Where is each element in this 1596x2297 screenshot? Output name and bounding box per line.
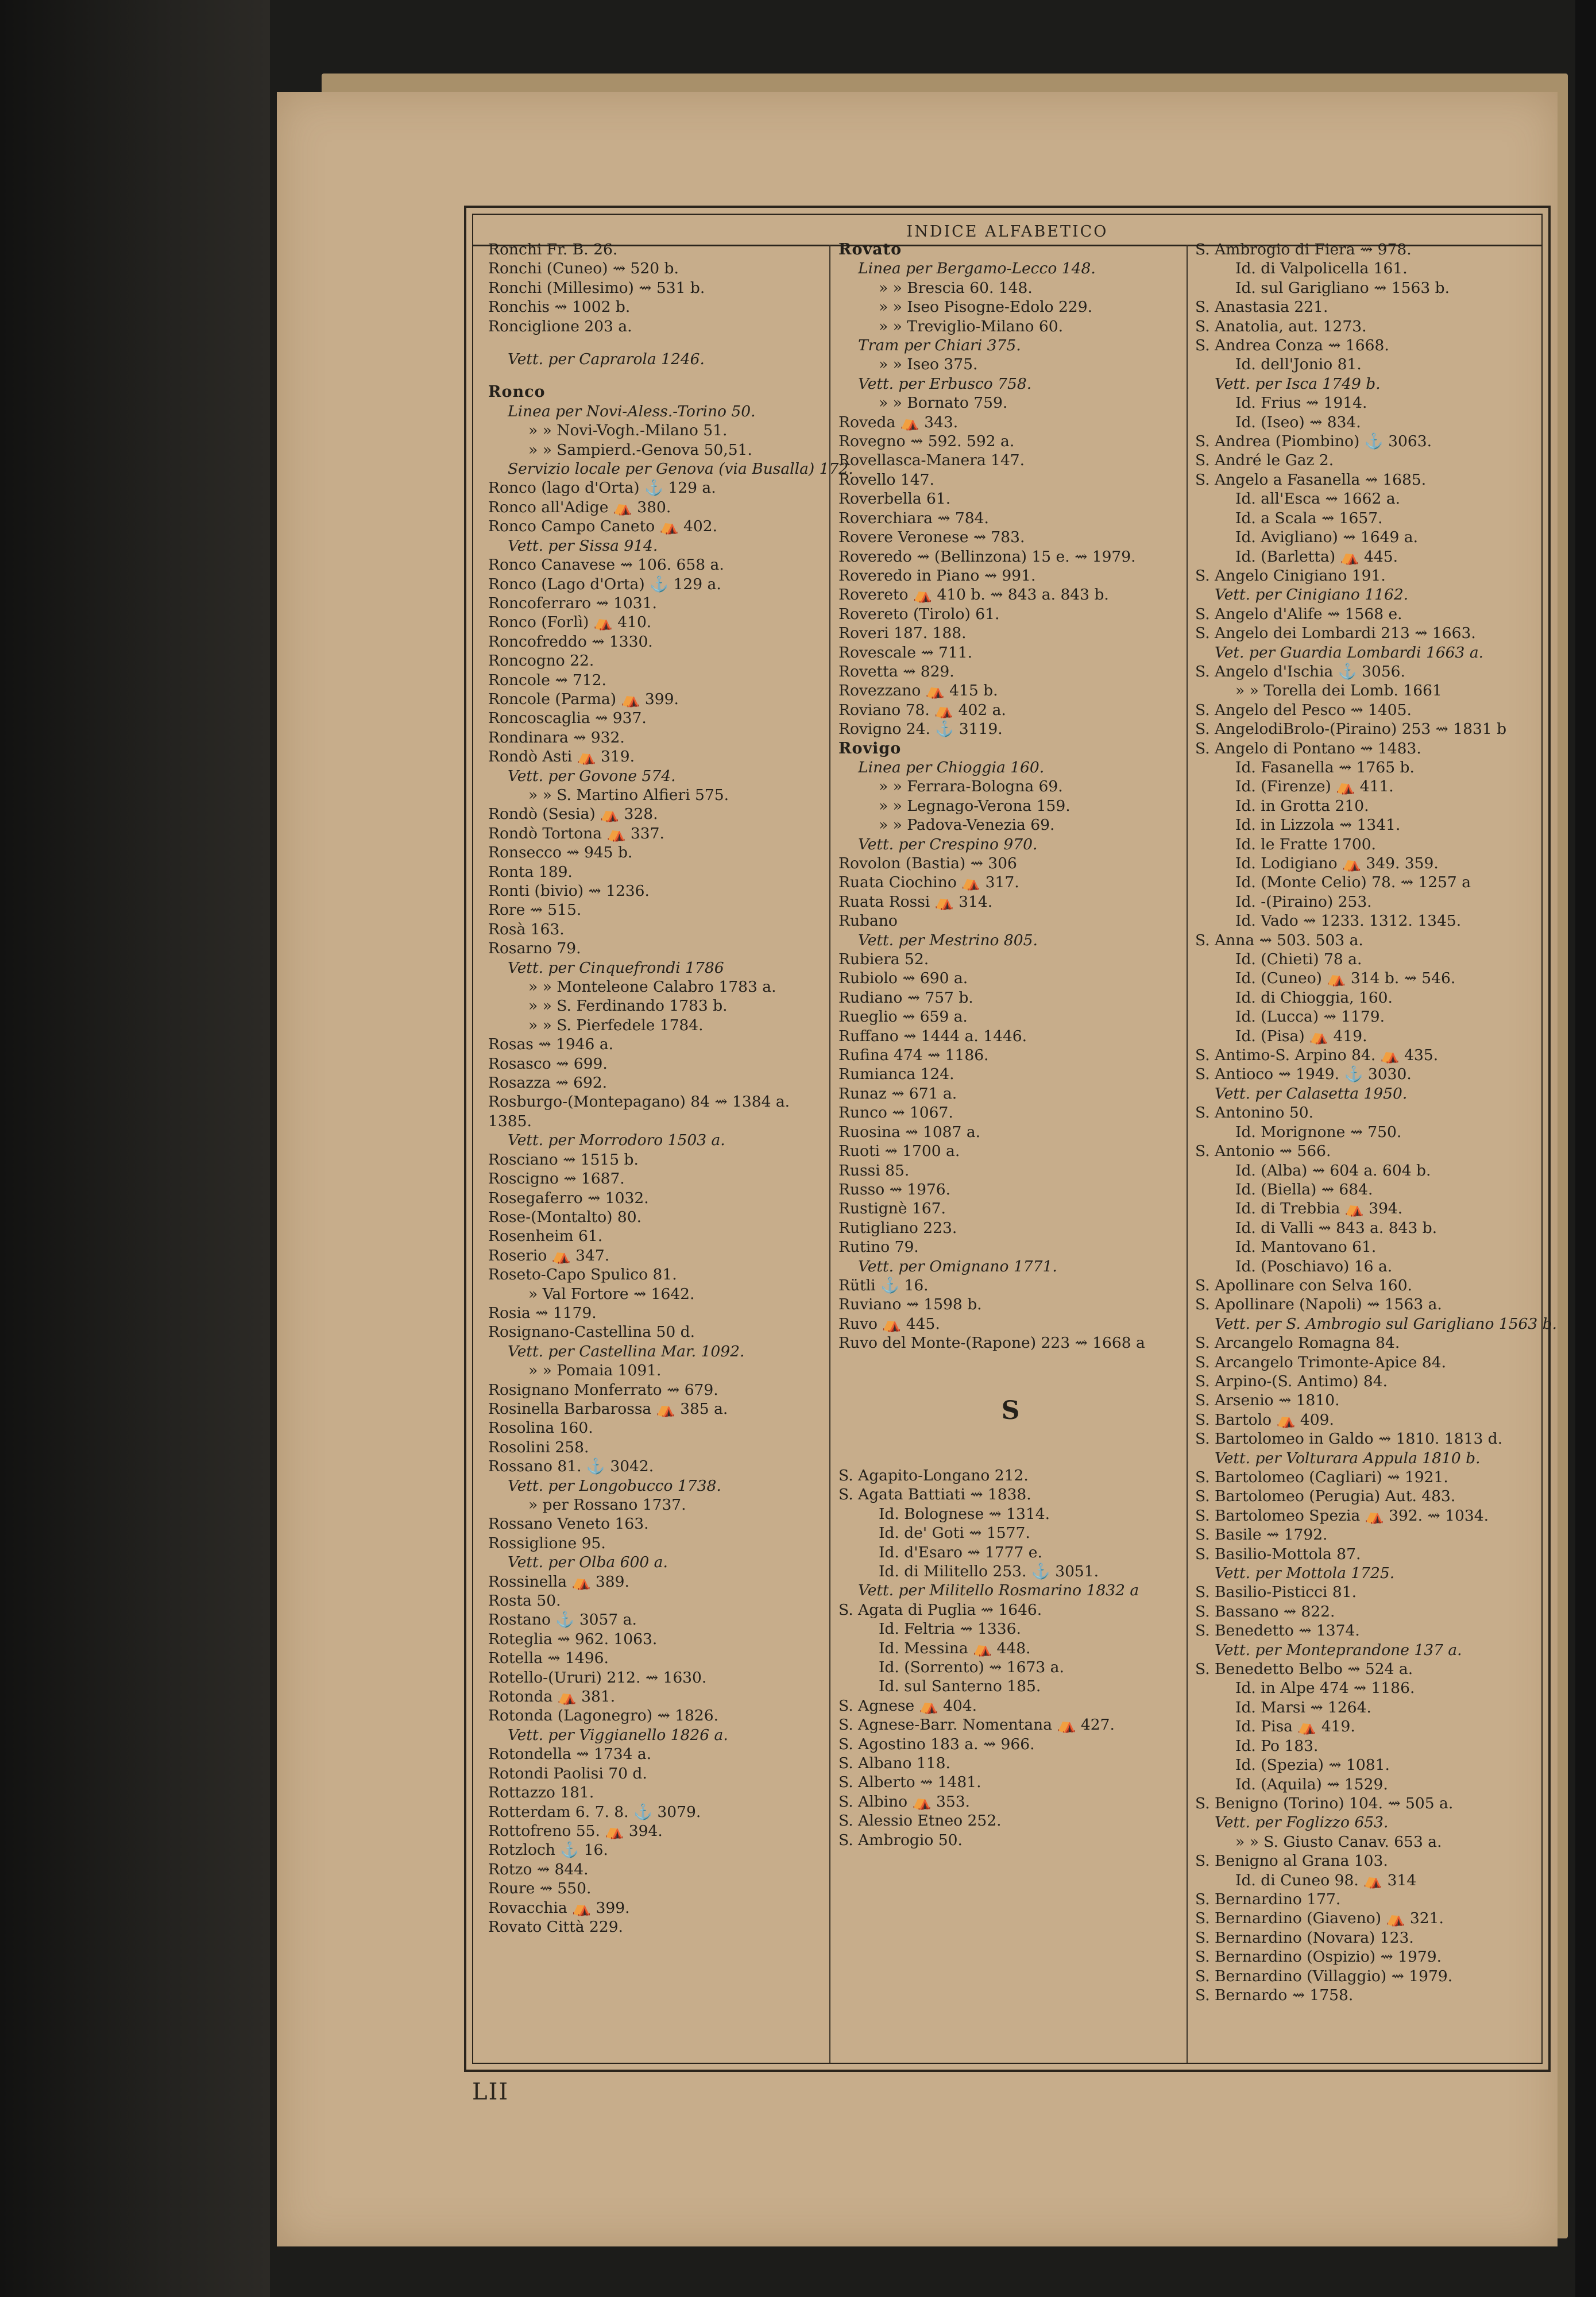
index-entry: Roure ⇝ 550. [488, 1880, 592, 1898]
index-entry: S. Bartolo ⛺ 409. [1195, 1410, 1334, 1429]
index-entry: Rovere Veronese ⇝ 783. [838, 528, 1025, 547]
index-entry: Rovereto (Tirolo) 61. [838, 605, 1000, 623]
index-entry: Id. Frius ⇝ 1914. [1235, 394, 1367, 412]
index-entry: Id. Vado ⇝ 1233. 1312. 1345. [1235, 912, 1462, 930]
index-entry: Rovegno ⇝ 592. 592 a. [838, 432, 1015, 451]
index-entry: Rosarno 79. [488, 939, 581, 958]
index-column-1 [488, 240, 853, 1936]
index-entry: Vett. per S. Ambrogio sul Garigliano 1563 b. [1215, 1314, 1558, 1333]
index-entry: Vett. per Crespino 970. [858, 835, 1038, 853]
index-entry: S. Angelo di Pontano ⇝ 1483. [1195, 739, 1421, 757]
section-heading: Rovato [838, 241, 902, 258]
index-entry: Rotzo ⇝ 844. [488, 1860, 589, 1878]
index-entry: Roncofreddo ⇝ 1330. [488, 632, 653, 651]
index-entry: S. Apollinare (Napoli) ⇝ 1563 a. [1195, 1296, 1442, 1314]
index-entry: S. Agapito-Longano 212. [838, 1466, 1029, 1484]
index-entry: S. Antioco ⇝ 1949. ⚓ 3030. [1195, 1065, 1412, 1084]
index-entry: Roveda ⛺ 343. [838, 413, 959, 431]
index-entry: S. Basilio-Pisticci 81. [1195, 1583, 1357, 1602]
index-entry: Id. (Alba) ⇝ 604 a. 604 b. [1235, 1161, 1431, 1180]
index-entry: » » Treviglio-Milano 60. [879, 317, 1064, 335]
index-entry: Rutino 79. [838, 1238, 919, 1256]
index-entry: Rosas ⇝ 1946 a. [488, 1035, 614, 1054]
index-entry: Id. Feltria ⇝ 1336. [879, 1620, 1021, 1638]
index-entry: Roteglia ⇝ 962. 1063. [488, 1630, 658, 1648]
index-entry: Vett. per Monteprandone 137 a. [1215, 1641, 1462, 1659]
index-entry: Vett. per Omignano 1771. [858, 1257, 1057, 1275]
index-entry: Id. Marsi ⇝ 1264. [1235, 1698, 1371, 1716]
index-entry: S. Anna ⇝ 503. 503 a. [1195, 931, 1363, 949]
index-entry: S. Basile ⇝ 1792. [1195, 1526, 1328, 1544]
index-entry: Id. (Cuneo) ⛺ 314 b. ⇝ 546. [1235, 969, 1456, 988]
index-entry: Rondò Asti ⛺ 319. [488, 748, 635, 766]
index-entry: Id. Morignone ⇝ 750. [1235, 1123, 1402, 1141]
index-entry: S. Albino ⛺ 353. [838, 1792, 970, 1811]
index-entry: S. Alberto ⇝ 1481. [838, 1773, 981, 1792]
index-entry: Ronco (Forlì) ⛺ 410. [488, 613, 652, 632]
index-entry: Id. Bolognese ⇝ 1314. [879, 1505, 1050, 1523]
column-divider [1187, 245, 1188, 2063]
index-entry: Rotzloch ⚓ 16. [488, 1841, 608, 1859]
index-entry: Rondò (Sesia) ⛺ 328. [488, 805, 658, 823]
index-entry: » » Sampierd.-Genova 50,51. [528, 440, 752, 459]
index-entry: Id. Po 183. [1235, 1737, 1319, 1755]
index-entry: Rueglio ⇝ 659 a. [838, 1008, 968, 1026]
index-entry: S. Anastasia 221. [1195, 298, 1328, 316]
index-entry: Rosinella Barbarossa ⛺ 385 a. [488, 1399, 728, 1418]
index-entry: Ronco Campo Caneto ⛺ 402. [488, 517, 718, 536]
index-entry: S. Angelo dei Lombardi 213 ⇝ 1663. [1195, 624, 1476, 643]
index-entry: Ronco Canavese ⇝ 106. 658 a. [488, 556, 724, 574]
index-entry: Id. (Monte Celio) 78. ⇝ 1257 a [1235, 873, 1471, 892]
index-entry: Id. Lodigiano ⛺ 349. 359. [1235, 854, 1439, 872]
index-entry: Rosasco ⇝ 699. [488, 1054, 608, 1073]
index-entry: Vett. per Foglizzo 653. [1215, 1813, 1389, 1832]
index-entry: S. Angelo d'Alife ⇝ 1568 e. [1195, 605, 1402, 623]
index-entry: S. Bartolomeo (Perugia) Aut. 483. [1195, 1487, 1456, 1506]
index-entry: Id. Avigliano) ⇝ 1649 a. [1235, 528, 1418, 547]
index-entry: Rotterdam 6. 7. 8. ⚓ 3079. [488, 1803, 701, 1821]
index-entry: Rosburgo-(Montepagano) 84 ⇝ 1384 a. [488, 1093, 790, 1111]
index-entry: » » Torella dei Lomb. 1661 [1235, 682, 1442, 700]
index-entry: » » Legnago-Verona 159. [879, 796, 1071, 815]
index-entry: Rütli ⚓ 16. [838, 1276, 929, 1294]
index-entry: Rotondella ⇝ 1734 a. [488, 1745, 652, 1764]
index-entry: Id. di Valli ⇝ 843 a. 843 b. [1235, 1219, 1437, 1237]
index-entry: Id. (Lucca) ⇝ 1179. [1235, 1008, 1385, 1026]
index-entry: Roverbella 61. [838, 490, 951, 508]
index-entry: » » Iseo 375. [879, 355, 978, 374]
index-entry: S. Angelo del Pesco ⇝ 1405. [1195, 701, 1412, 719]
index-entry: Ruoti ⇝ 1700 a. [838, 1142, 960, 1161]
index-entry: Vett. per Mestrino 805. [858, 931, 1038, 949]
index-entry: Ronsecco ⇝ 945 b. [488, 844, 633, 862]
index-entry: Linea per Novi-Aless.-Torino 50. [508, 402, 756, 420]
index-entry: Roveredo in Piano ⇝ 991. [838, 566, 1036, 585]
index-entry: S. Andrea (Piombino) ⚓ 3063. [1195, 432, 1432, 451]
index-entry: S. Bernardino (Giaveno) ⛺ 321. [1195, 1909, 1444, 1928]
index-entry: Roncole ⇝ 712. [488, 671, 606, 689]
index-entry: Id. (Chieti) 78 a. [1235, 950, 1362, 969]
index-entry: » Val Fortore ⇝ 1642. [528, 1285, 695, 1303]
index-entry: Russi 85. [838, 1161, 910, 1180]
index-entry: S. Angelo d'Ischia ⚓ 3056. [1195, 662, 1405, 680]
index-entry: Vett. per Govone 574. [508, 767, 676, 785]
index-entry: » per Rossano 1737. [528, 1496, 686, 1514]
index-entry: Id. (Spezia) ⇝ 1081. [1235, 1756, 1390, 1774]
index-entry: Vet. per Guardia Lombardi 1663 a. [1215, 643, 1484, 662]
index-entry: Ronchi (Millesimo) ⇝ 531 b. [488, 279, 705, 297]
index-entry: Rubiolo ⇝ 690 a. [838, 969, 968, 988]
index-entry: Rovescale ⇝ 711. [838, 643, 973, 662]
index-entry: Ruffano ⇝ 1444 a. 1446. [838, 1027, 1027, 1045]
index-entry: Id. (Firenze) ⛺ 411. [1235, 778, 1394, 796]
index-entry: S. Bassano ⇝ 822. [1195, 1602, 1335, 1621]
index-entry: Rottazzo 181. [488, 1784, 594, 1802]
index-entry: Rosia ⇝ 1179. [488, 1304, 597, 1322]
index-entry: » » S. Pierfedele 1784. [528, 1016, 704, 1034]
index-entry: S. Andrea Conza ⇝ 1668. [1195, 337, 1389, 355]
index-entry: S. Bernardino (Ospizio) ⇝ 1979. [1195, 1948, 1442, 1966]
index-entry: Rotondi Paolisi 70 d. [488, 1764, 647, 1782]
column-divider [829, 245, 830, 2063]
index-entry: Rovato Città 229. [488, 1917, 623, 1936]
index-entry: » » Novi-Vogh.-Milano 51. [528, 421, 728, 440]
index-entry: Rossano 81. ⚓ 3042. [488, 1457, 654, 1476]
index-entry: S. Angelo a Fasanella ⇝ 1685. [1195, 470, 1427, 489]
index-entry: Runaz ⇝ 671 a. [838, 1084, 957, 1103]
index-entry: Id. dell'Jonio 81. [1235, 355, 1362, 374]
index-entry: Rosà 163. [488, 920, 565, 938]
index-entry: Ronchi Fr. B. 26. [488, 241, 618, 258]
index-entry: S. Antonio ⇝ 566. [1195, 1142, 1331, 1161]
index-entry: Id. le Fratte 1700. [1235, 835, 1376, 853]
index-entry: Roserio ⛺ 347. [488, 1246, 610, 1264]
spacer [488, 336, 816, 350]
index-entry: Rubano [838, 912, 898, 930]
section-heading: Rovigo [838, 739, 902, 757]
index-frame [464, 206, 1558, 2072]
index-entry: Servizio locale per Genova (via Busalla) 172. [508, 460, 853, 478]
index-entry: » » S. Ferdinando 1783 b. [528, 997, 728, 1015]
index-entry: Vett. per Castellina Mar. 1092. [508, 1342, 745, 1360]
index-column-3 [1195, 240, 1558, 2005]
index-entry: Roncoscaglia ⇝ 937. [488, 709, 647, 728]
index-entry: Rotello-(Ururi) 212. ⇝ 1630. [488, 1668, 707, 1687]
index-entry: Rotonda (Lagonegro) ⇝ 1826. [488, 1707, 719, 1725]
index-entry: Rovezzano ⛺ 415 b. [838, 682, 998, 700]
index-entry: Ronco (lago d'Orta) ⚓ 129 a. [488, 479, 716, 497]
index-entry: Id. Fasanella ⇝ 1765 b. [1235, 758, 1415, 776]
index-entry: S. Bartolomeo (Cagliari) ⇝ 1921. [1195, 1468, 1448, 1486]
index-entry: Id. di Chioggia, 160. [1235, 988, 1393, 1007]
index-entry: Ruata Rossi ⛺ 314. [838, 892, 993, 911]
index-entry: Rosignano-Castellina 50 d. [488, 1323, 695, 1341]
index-entry: Vett. per Caprarola 1246. [508, 350, 705, 369]
index-entry: S. Antonino 50. [1195, 1104, 1313, 1122]
index-entry: S. Bartolomeo Spezia ⛺ 392. ⇝ 1034. [1195, 1506, 1489, 1525]
index-entry: S. Agnese-Barr. Nomentana ⛺ 427. [838, 1716, 1115, 1734]
index-entry: S. Agata di Puglia ⇝ 1646. [838, 1600, 1042, 1619]
index-entry: S. Arcangelo Trimonte-Apice 84. [1195, 1353, 1446, 1371]
page-number: LII [472, 2079, 509, 2105]
index-entry: S. Anatolia, aut. 1273. [1195, 317, 1367, 335]
index-entry: S. Bernardo ⇝ 1758. [1195, 1986, 1354, 2004]
index-entry: Ruvo del Monte-(Rapone) 223 ⇝ 1668 a [838, 1334, 1145, 1352]
spacer [838, 1353, 1183, 1367]
index-entry: Vett. per Olba 600 a. [508, 1553, 668, 1572]
index-entry: Rosignano Monferrato ⇝ 679. [488, 1380, 718, 1399]
index-entry: Ruviano ⇝ 1598 b. [838, 1296, 982, 1314]
index-entry: S. Apollinare con Selva 160. [1195, 1276, 1412, 1294]
index-entry: » » Brescia 60. 148. [879, 279, 1033, 297]
index-entry: Vett. per Isca 1749 b. [1215, 374, 1381, 393]
index-entry: Ronchis ⇝ 1002 b. [488, 298, 631, 316]
index-entry: » » Padova-Venezia 69. [879, 816, 1055, 834]
index-entry: Roscigno ⇝ 1687. [488, 1170, 625, 1188]
index-entry: Rondò Tortona ⛺ 337. [488, 824, 664, 842]
index-entry: Ronchi (Cuneo) ⇝ 520 b. [488, 260, 679, 278]
index-entry: Id. sul Santerno 185. [879, 1677, 1041, 1696]
index-entry: S. Benedetto ⇝ 1374. [1195, 1622, 1360, 1640]
index-entry: Linea per Bergamo-Lecco 148. [858, 260, 1096, 278]
spacer [488, 369, 816, 382]
index-entry: Runco ⇝ 1067. [838, 1104, 953, 1122]
index-entry: Vett. per Cinigiano 1162. [1215, 586, 1409, 604]
section-letter: S [1001, 1395, 1021, 1425]
index-entry: Vett. per Cinquefrondi 1786 [508, 958, 724, 977]
index-entry: S. Albano 118. [838, 1754, 950, 1773]
index-entry: Vett. per Erbusco 758. [858, 374, 1032, 393]
index-entry: Rossiglione 95. [488, 1534, 606, 1552]
index-entry: Rufina 474 ⇝ 1186. [838, 1046, 989, 1065]
index-frame-inner [472, 214, 1558, 2064]
index-entry: Id. -(Piraino) 253. [1235, 892, 1372, 911]
index-entry: Ruvo ⛺ 445. [838, 1314, 940, 1333]
index-entry: Ronco (Lago d'Orta) ⚓ 129 a. [488, 575, 721, 593]
index-entry: Id. in Grotta 210. [1235, 796, 1369, 815]
index-entry: S. Angelo Cinigiano 191. [1195, 566, 1386, 585]
index-entry: Rumianca 124. [838, 1065, 954, 1084]
index-entry: Vett. per Volturara Appula 1810 b. [1215, 1449, 1481, 1467]
index-entry: Id. di Valpolicella 161. [1235, 260, 1408, 278]
index-entry: Rossinella ⛺ 389. [488, 1572, 629, 1591]
index-entry: Rosciano ⇝ 1515 b. [488, 1150, 639, 1169]
index-entry: Tram per Chiari 375. [858, 337, 1021, 355]
index-entry: » » Monteleone Calabro 1783 a. [528, 978, 776, 996]
index-entry: Rovereto ⛺ 410 b. ⇝ 843 a. 843 b. [838, 586, 1109, 604]
index-entry: Id. de' Goti ⇝ 1577. [879, 1524, 1030, 1542]
index-entry: Id. di Trebbia ⛺ 394. [1235, 1200, 1403, 1218]
index-entry: Rustignè 167. [838, 1200, 946, 1218]
index-entry: Vett. per Mottola 1725. [1215, 1564, 1395, 1583]
index-entry: Linea per Chioggia 160. [858, 758, 1045, 776]
index-entry: Roncoferraro ⇝ 1031. [488, 594, 657, 612]
index-entry: Ruata Ciochino ⛺ 317. [838, 873, 1019, 892]
index-entry: Id. in Alpe 474 ⇝ 1186. [1235, 1679, 1415, 1697]
scan-background-right [1575, 0, 1596, 2297]
index-entry: Rovello 147. [838, 470, 934, 489]
index-entry: Vett. per Viggianello 1826 a. [508, 1726, 728, 1744]
index-entry: Roncogno 22. [488, 652, 594, 670]
index-entry: Rostano ⚓ 3057 a. [488, 1611, 637, 1629]
index-entry: Rovacchia ⛺ 399. [488, 1898, 630, 1917]
index-entry: Roverchiara ⇝ 784. [838, 509, 989, 527]
index-entry: S. Bartolomeo in Galdo ⇝ 1810. 1813 d. [1195, 1430, 1503, 1448]
index-entry: Rovetta ⇝ 829. [838, 662, 954, 680]
section-heading: Ronco [488, 383, 546, 401]
index-entry: » » Iseo Pisogne-Edolo 229. [879, 298, 1093, 316]
index-entry: Id. in Lizzola ⇝ 1341. [1235, 816, 1401, 834]
index-entry: S. André le Gaz 2. [1195, 451, 1334, 470]
index-entry: Roveri 187. 188. [838, 624, 967, 643]
index-entry: Rovellasca-Manera 147. [838, 451, 1025, 470]
index-entry: Rovolon (Bastia) ⇝ 306 [838, 854, 1017, 872]
index-entry: Rosolina 160. [488, 1419, 593, 1437]
index-entry: S. Ambrogio di Fiera ⇝ 978. [1195, 241, 1412, 258]
index-entry: Id. (Iseo) ⇝ 834. [1235, 413, 1361, 431]
index-entry: S. Arcangelo Romagna 84. [1195, 1334, 1400, 1352]
index-entry: Vett. per Longobucco 1738. [508, 1476, 721, 1495]
index-entry: Id. sul Garigliano ⇝ 1563 b. [1235, 279, 1450, 297]
index-entry: Id. (Barletta) ⛺ 445. [1235, 547, 1398, 566]
index-entry: S. AngelodiBrolo-(Piraino) 253 ⇝ 1831 b [1195, 720, 1507, 738]
index-entry: Id. a Scala ⇝ 1657. [1235, 509, 1383, 527]
index-entry: Id. (Pisa) ⛺ 419. [1235, 1027, 1367, 1045]
index-entry: S. Bernardino (Villaggio) ⇝ 1979. [1195, 1967, 1453, 1985]
index-entry: S. Alessio Etneo 252. [838, 1812, 1002, 1830]
scan-background-left [0, 0, 270, 2297]
index-entry: Ronciglione 203 a. [488, 317, 632, 335]
index-entry: » » S. Giusto Canav. 653 a. [1235, 1832, 1442, 1851]
index-entry: S. Benigno al Grana 103. [1195, 1852, 1388, 1870]
index-entry: Id. (Poschiavo) 16 a. [1235, 1257, 1393, 1275]
index-entry: Rudiano ⇝ 757 b. [838, 988, 973, 1007]
index-entry: Vett. per Militello Rosmarino 1832 a [858, 1581, 1139, 1600]
index-entry: Id. (Sorrento) ⇝ 1673 a. [879, 1658, 1064, 1677]
index-entry: Roveredo ⇝ (Bellinzona) 15 e. ⇝ 1979. [838, 547, 1136, 566]
index-entry: S. Benedetto Belbo ⇝ 524 a. [1195, 1660, 1413, 1679]
index-entry: Rosenheim 61. [488, 1227, 603, 1246]
index-entry: Ruosina ⇝ 1087 a. [838, 1123, 981, 1141]
index-entry: » » Pomaia 1091. [528, 1362, 662, 1380]
index-entry: Rosazza ⇝ 692. [488, 1074, 608, 1092]
index-entry: S. Benigno (Torino) 104. ⇝ 505 a. [1195, 1794, 1454, 1812]
index-entry: Rotella ⇝ 1496. [488, 1649, 609, 1668]
index-entry: Rossano Veneto 163. [488, 1515, 649, 1533]
index-entry: S. Ambrogio 50. [838, 1831, 963, 1849]
index-entry: Rosta 50. [488, 1592, 561, 1610]
index-entry: S. Bernardino 177. [1195, 1890, 1341, 1908]
index-entry: Vett. per Morrodoro 1503 a. [508, 1131, 725, 1150]
index-entry: Id. di Cuneo 98. ⛺ 314 [1235, 1871, 1417, 1889]
index-entry: Rondinara ⇝ 932. [488, 728, 625, 747]
index-entry: Id. Pisa ⛺ 419. [1235, 1718, 1355, 1736]
index-entry: Rose-(Montalto) 80. [488, 1208, 642, 1226]
index-entry: Vett. per Sissa 914. [508, 536, 658, 555]
index-column-2 [838, 240, 1183, 1850]
index-entry: Vett. per Calasetta 1950. [1215, 1084, 1408, 1103]
index-entry: » » Bornato 759. [879, 394, 1008, 412]
index-entry: Ronti (bivio) ⇝ 1236. [488, 882, 650, 900]
index-entry: S. Agnese ⛺ 404. [838, 1696, 977, 1715]
index-entry: S. Arsenio ⇝ 1810. [1195, 1391, 1340, 1410]
index-entry: S. Basilio-Mottola 87. [1195, 1545, 1361, 1563]
index-entry: » » Ferrara-Bologna 69. [879, 778, 1063, 796]
index-entry: Id. di Militello 253. ⚓ 3051. [879, 1563, 1099, 1580]
index-entry: Id. (Aquila) ⇝ 1529. [1235, 1775, 1388, 1793]
index-entry: Id. all'Esca ⇝ 1662 a. [1235, 490, 1401, 508]
index-entry: Ronco all'Adige ⛺ 380. [488, 498, 671, 516]
index-entry: Rosolini 258. [488, 1438, 589, 1456]
page-title: INDICE ALFABETICO [906, 223, 1108, 241]
index-entry: Id. Messina ⛺ 448. [879, 1639, 1031, 1657]
index-entry: Ronta 189. [488, 863, 573, 881]
index-entry: Rubiera 52. [838, 950, 929, 969]
index-entry: Rutigliano 223. [838, 1219, 957, 1237]
index-entry: 1385. [488, 1112, 532, 1130]
index-entry: S. Antimo-S. Arpino 84. ⛺ 435. [1195, 1046, 1439, 1065]
index-entry: Rottofreno 55. ⛺ 394. [488, 1822, 663, 1840]
index-entry: Roseto-Capo Spulico 81. [488, 1266, 677, 1284]
index-entry: Rosegaferro ⇝ 1032. [488, 1189, 649, 1207]
index-entry: S. Agostino 183 a. ⇝ 966. [838, 1735, 1035, 1753]
index-entry: Russo ⇝ 1976. [838, 1180, 951, 1198]
index-entry: » » S. Martino Alfieri 575. [528, 786, 729, 804]
index-entry: Rotonda ⛺ 381. [488, 1688, 616, 1706]
index-entry: S. Arpino-(S. Antimo) 84. [1195, 1372, 1388, 1390]
index-entry: Id. Mantovano 61. [1235, 1238, 1377, 1256]
index-entry: Id. d'Esaro ⇝ 1777 e. [879, 1543, 1042, 1561]
index-entry: Id. (Biella) ⇝ 684. [1235, 1180, 1373, 1198]
index-entry: Rore ⇝ 515. [488, 901, 582, 919]
index-entry: S. Agata Battiati ⇝ 1838. [838, 1486, 1031, 1504]
index-entry: Roviano 78. ⛺ 402 a. [838, 701, 1006, 719]
index-entry: Roncole (Parma) ⛺ 399. [488, 690, 679, 708]
index-entry: Rovigno 24. ⚓ 3119. [838, 720, 1003, 738]
index-entry: S. Bernardino (Novara) 123. [1195, 1928, 1414, 1947]
